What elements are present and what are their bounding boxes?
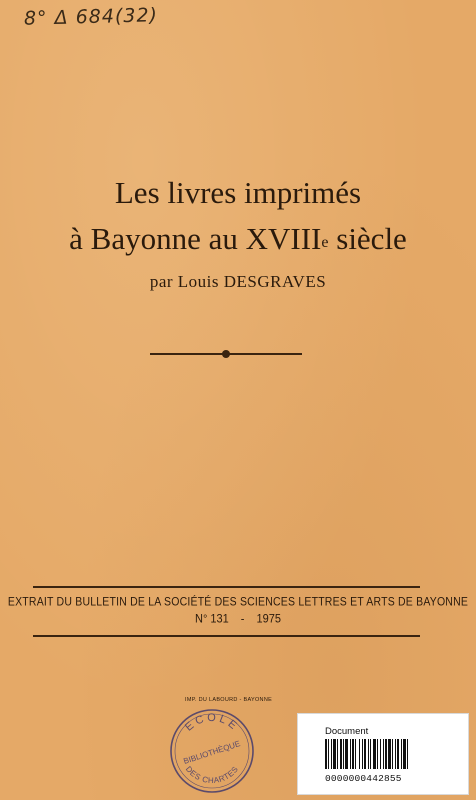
title-line-1: Les livres imprimés: [114, 175, 362, 210]
barcode-stripe: [368, 739, 369, 769]
title-line-2-suffix: siècle: [328, 221, 407, 256]
barcode-stripe: [383, 739, 384, 769]
title-line-2: [0, 216, 476, 262]
barcode-stripe: [377, 739, 378, 769]
barcode-stripe: [345, 739, 348, 769]
barcode-bars: [325, 739, 441, 769]
shelfmark-annotation: 8° Δ 684(32): [23, 4, 159, 30]
stamp-top-text: ECOLE: [182, 711, 242, 734]
issue-separator: -: [240, 612, 245, 626]
title-line-2-prefix: à Bayonne au XVIII: [69, 221, 322, 256]
barcode-stripe: [333, 739, 336, 769]
printer-imprint: IMP. DU LABOURD - BAYONNE: [185, 697, 273, 703]
barcode-stripe: [385, 739, 387, 769]
issue-line: [0, 612, 476, 625]
extract-rule-bottom: [33, 635, 420, 637]
stamp-middle-text: BIBLIOTHÈQUE: [182, 739, 242, 766]
barcode-stripe: [337, 739, 338, 769]
barcode-stripe: [364, 739, 366, 769]
barcode-label: [297, 713, 469, 795]
barcode-stripe: [392, 739, 393, 769]
barcode-stripe: [388, 739, 391, 769]
issue-year: 1975: [256, 612, 281, 626]
issue-number: N° 131: [195, 612, 229, 626]
barcode-stripe: [380, 739, 381, 769]
extract-text: EXTRAIT DU BULLETIN DE LA SOCIÉTÉ DES SCIENCES LETTRES ET ARTS DE BAYONNE: [7, 595, 469, 609]
barcode-stripe: [325, 739, 327, 769]
book-title: [0, 170, 476, 262]
barcode-stripe: [373, 739, 376, 769]
barcode-stripe: [340, 739, 342, 769]
barcode-stripe: [359, 739, 360, 769]
barcode-number: 0000000442855: [325, 773, 402, 784]
library-stamp: [168, 707, 256, 795]
ornament-rule: [150, 353, 302, 355]
barcode-stripe: [350, 739, 351, 769]
barcode-stripe: [370, 739, 371, 769]
extract-rule-top: [33, 586, 420, 588]
barcode-stripe: [397, 739, 399, 769]
title-superscript: e: [321, 234, 329, 251]
barcode-stripe: [395, 739, 396, 769]
barcode-stripe: [403, 739, 406, 769]
barcode-stripe: [401, 739, 402, 769]
barcode-title: Document: [325, 726, 369, 737]
barcode-stripe: [343, 739, 344, 769]
barcode-stripe: [328, 739, 329, 769]
barcode-stripe: [355, 739, 356, 769]
ornament-dot: [222, 350, 230, 358]
barcode-stripe: [362, 739, 363, 769]
barcode-stripe: [407, 739, 408, 769]
barcode-stripe: [352, 739, 354, 769]
author-line: par Louis DESGRAVES: [149, 272, 327, 291]
stamp-bottom-text: DES CHARTES: [183, 764, 241, 786]
barcode-stripe: [331, 739, 332, 769]
